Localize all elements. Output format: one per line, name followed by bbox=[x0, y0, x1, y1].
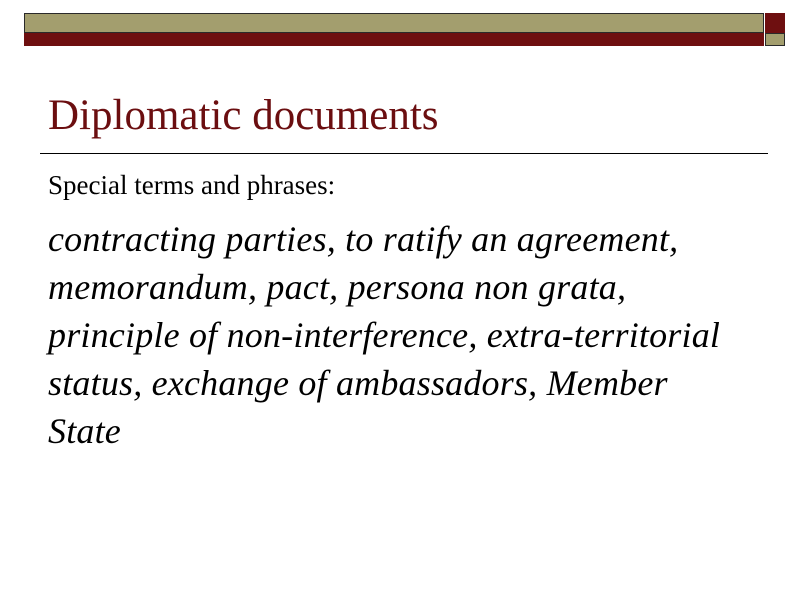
slide-title: Diplomatic documents bbox=[48, 92, 439, 139]
title-divider bbox=[40, 153, 768, 154]
terms-list: contracting parties, to ratify an agreement, memorandum, pact, persona non grata, principle of non-interference, extra-territorial status, exchange of ambassadors, Member State bbox=[48, 219, 721, 451]
banner-corner-olive-square bbox=[765, 33, 785, 46]
banner-corner-maroon-square bbox=[765, 13, 785, 33]
subheading: Special terms and phrases: bbox=[48, 170, 336, 200]
top-banner-olive-bar bbox=[24, 13, 764, 33]
top-banner-maroon-bar bbox=[24, 33, 764, 46]
